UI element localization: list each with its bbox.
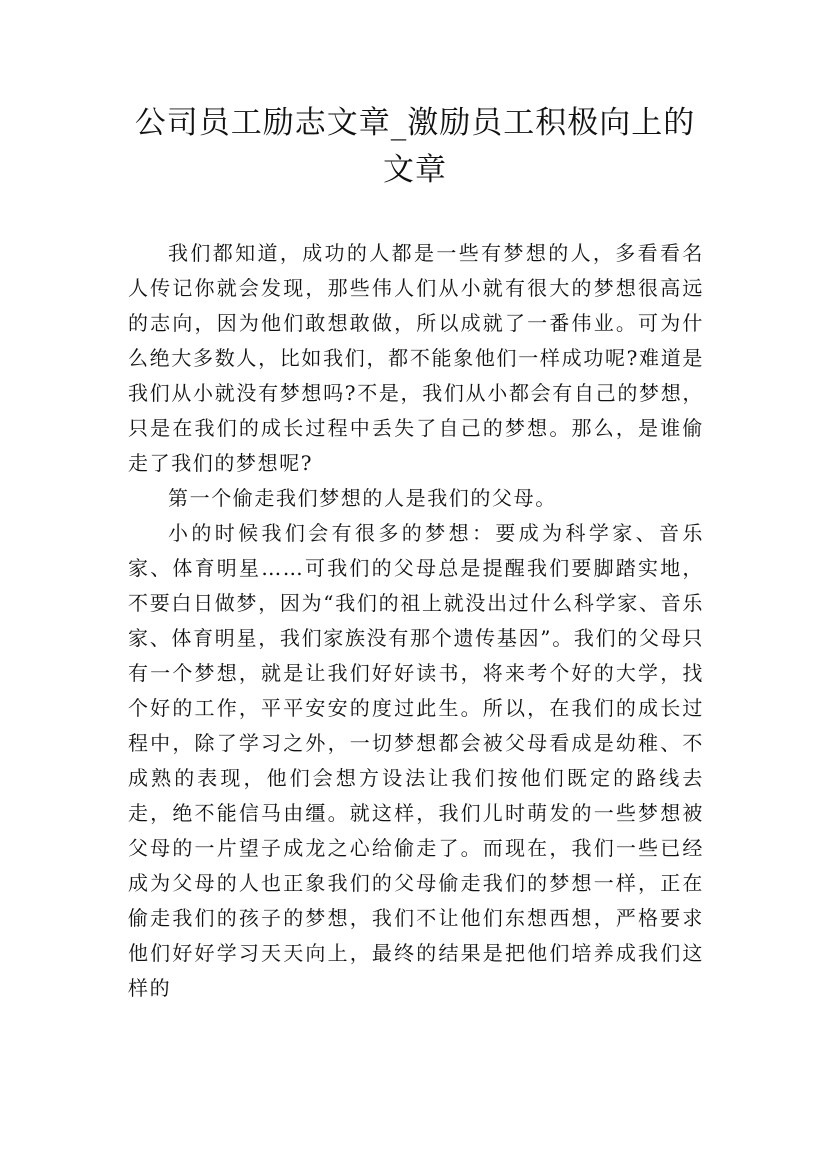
paragraph-first-thief: 第一个偷走我们梦想的人是我们的父母。 xyxy=(168,486,557,510)
document-body xyxy=(128,236,704,1006)
paragraph-intro: 我们都知道，成功的人都是一些有梦想的人，多看看名人传记你就会发现，那些伟人们从小就有很大的梦想很高远的志向，因为他们敢想敢做，所以成就了一番伟业。可为什么绝大多数人，比如我们，都不能象他们一样成功呢?难道是我们从小就没有梦想吗?不是，我们从小都会有自己的梦想，只是在我们的成长过程中丢失了自己的梦想。那么，是谁偷走了我们的梦想呢? xyxy=(128,241,704,475)
paragraph-childhood-dreams: 小的时候我们会有很多的梦想：要成为科学家、音乐家、体育明星……可我们的父母总是提醒我们要脚踏实地，不要白日做梦，因为“我们的祖上就没出过什么科学家、音乐家、体育明星，我们家族没有那个遗传基因”。我们的父母只有一个梦想，就是让我们好好读书，将来考个好的大学，找个好的工作，平平安安的度过此生。所以，在我们的成长过程中，除了学习之外，一切梦想都会被父母看成是幼稚、不成熟的表现，他们会想方设法让我们按他们既定的路线去走，绝不能信马由缰。就这样，我们儿时萌发的一些梦想被父母的一片望子成龙之心给偷走了。而现在，我们一些已经成为父母的人也正象我们的父母偷走我们的梦想一样，正在偷走我们的孩子的梦想，我们不让他们东想西想，严格要求他们好好学习天天向上，最终的结果是把他们培养成我们这样的 xyxy=(128,521,704,1000)
document-title: 公司员工励志文章_激励员工积极向上的文章 xyxy=(134,105,696,188)
